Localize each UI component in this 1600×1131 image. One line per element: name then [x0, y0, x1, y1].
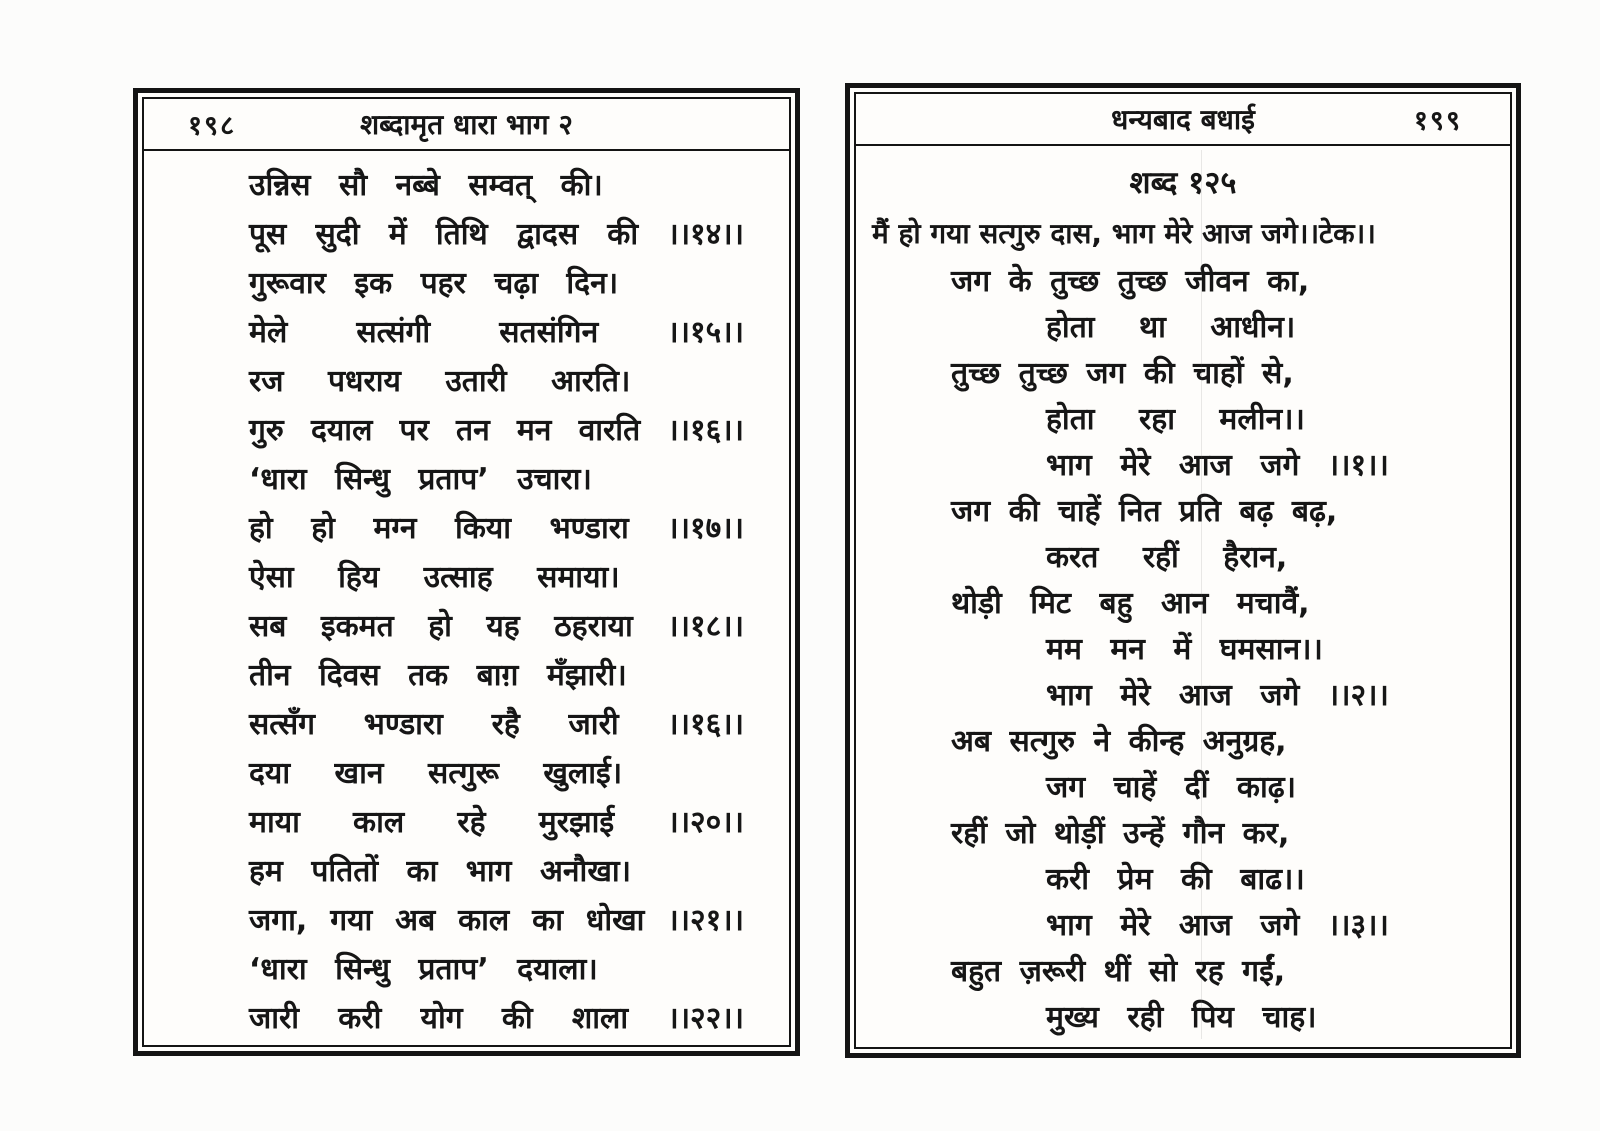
verse-line: होता रहा मलीन।।	[1046, 402, 1305, 437]
verse-line: ‘धारा सिन्धु प्रताप’ दयाला।	[249, 952, 598, 987]
verse-line: करी प्रेम की बाढ।।	[1046, 862, 1305, 897]
verse-line: मम मन में घमसान।।	[1046, 632, 1323, 667]
left-page-header	[144, 99, 789, 151]
verse-line: जग चाहें दीं काढ़।	[1046, 770, 1297, 805]
right-page-inner-border	[854, 92, 1512, 1049]
verse-line: अब सत्गुरु ने कीन्ह अनुग्रह,	[951, 724, 1287, 759]
right-page-stanzas	[856, 260, 1510, 1042]
verse-line: जग के तुच्छ तुच्छ जीवन का,	[951, 264, 1310, 299]
verse-line: माया काल रहे मुरझाई ।।२०।।	[249, 805, 744, 840]
verse-line: मुख्य रही पिय चाह।	[1046, 1000, 1317, 1035]
verse-line: रज पधराय उतारी आरति।	[249, 364, 631, 399]
right-page-number: १९९	[1413, 105, 1462, 137]
verse-line: जग की चाहें नित प्रति बढ़ बढ़,	[951, 494, 1338, 529]
left-page-running-title: शब्दामृत धारा भाग २	[360, 108, 573, 141]
verse-line: गुरु दयाल पर तन मन वारति ।।१६।।	[249, 413, 744, 448]
verse-line: भाग मेरे आज जगे ।।१।।	[1046, 448, 1389, 483]
right-page-header	[856, 94, 1510, 146]
verse-line: ‘धारा सिन्धु प्रताप’ उचारा।	[249, 462, 592, 497]
verse-line: तुच्छ तुच्छ जग की चाहों से,	[951, 356, 1294, 391]
left-book-page	[133, 88, 800, 1056]
verse-line: रहीं जो थोड़ीं उन्हें गौन कर,	[951, 816, 1290, 851]
right-book-page	[845, 83, 1521, 1058]
verse-line: जगा, गया अब काल का धोखा ।।२१।।	[249, 903, 744, 938]
verse-line: पूस सुदी में तिथि द्वादस की ।।१४।।	[249, 217, 744, 252]
verse-line: हो हो मग्न किया भण्डारा ।।१७।।	[249, 511, 744, 546]
right-page-running-title: धन्यबाद बधाई	[1111, 103, 1255, 136]
verse-line: हम पतितों का भाग अनौखा।	[249, 854, 632, 889]
verse-line: थोड़ी मिट बहु आन मचावैं,	[951, 586, 1310, 621]
verse-line: तीन दिवस तक बाग़ मँझारी।	[249, 658, 627, 693]
right-page-verse-block	[856, 146, 1510, 1042]
verse-line: करत रहीं हैरान,	[1046, 540, 1288, 575]
verse-line: दया खान सत्गुरू खुलाई।	[249, 756, 623, 791]
verse-line: बहुत ज़रूरी थीं सो रह गईं,	[951, 954, 1286, 989]
verse-line: उन्निस सौ नब्बे सम्वत् की।	[249, 168, 603, 203]
verse-line: भाग मेरे आज जगे ।।३।।	[1046, 908, 1389, 943]
left-page-number: १९८	[188, 110, 237, 142]
shabd-number-title: शब्द १२५	[1129, 165, 1237, 201]
refrain-line: मैं हो गया सत्गुरु दास, भाग मेरे आज जगे।।टेक।।	[872, 217, 1376, 250]
left-page-inner-border	[142, 97, 791, 1047]
verse-line: सब इकमत हो यह ठहराया ।।१८।।	[249, 609, 744, 644]
verse-line: मेले सत्संगी सतसंगिन ।।१५।।	[249, 315, 744, 350]
verse-line: होता था आधीन।	[1046, 310, 1296, 345]
verse-line: सत्सँग भण्डारा रहै जारी ।।१६।।	[249, 707, 744, 742]
verse-line: भाग मेरे आज जगे ।।२।।	[1046, 678, 1389, 713]
verse-line: गुरूवार इक पहर चढ़ा दिन।	[249, 266, 619, 301]
left-page-verse-block	[144, 151, 789, 1045]
verse-line: ऐसा हिय उत्साह समाया।	[249, 560, 620, 595]
verse-line: जारी करी योग की शाला ।।२२।।	[249, 1001, 744, 1036]
